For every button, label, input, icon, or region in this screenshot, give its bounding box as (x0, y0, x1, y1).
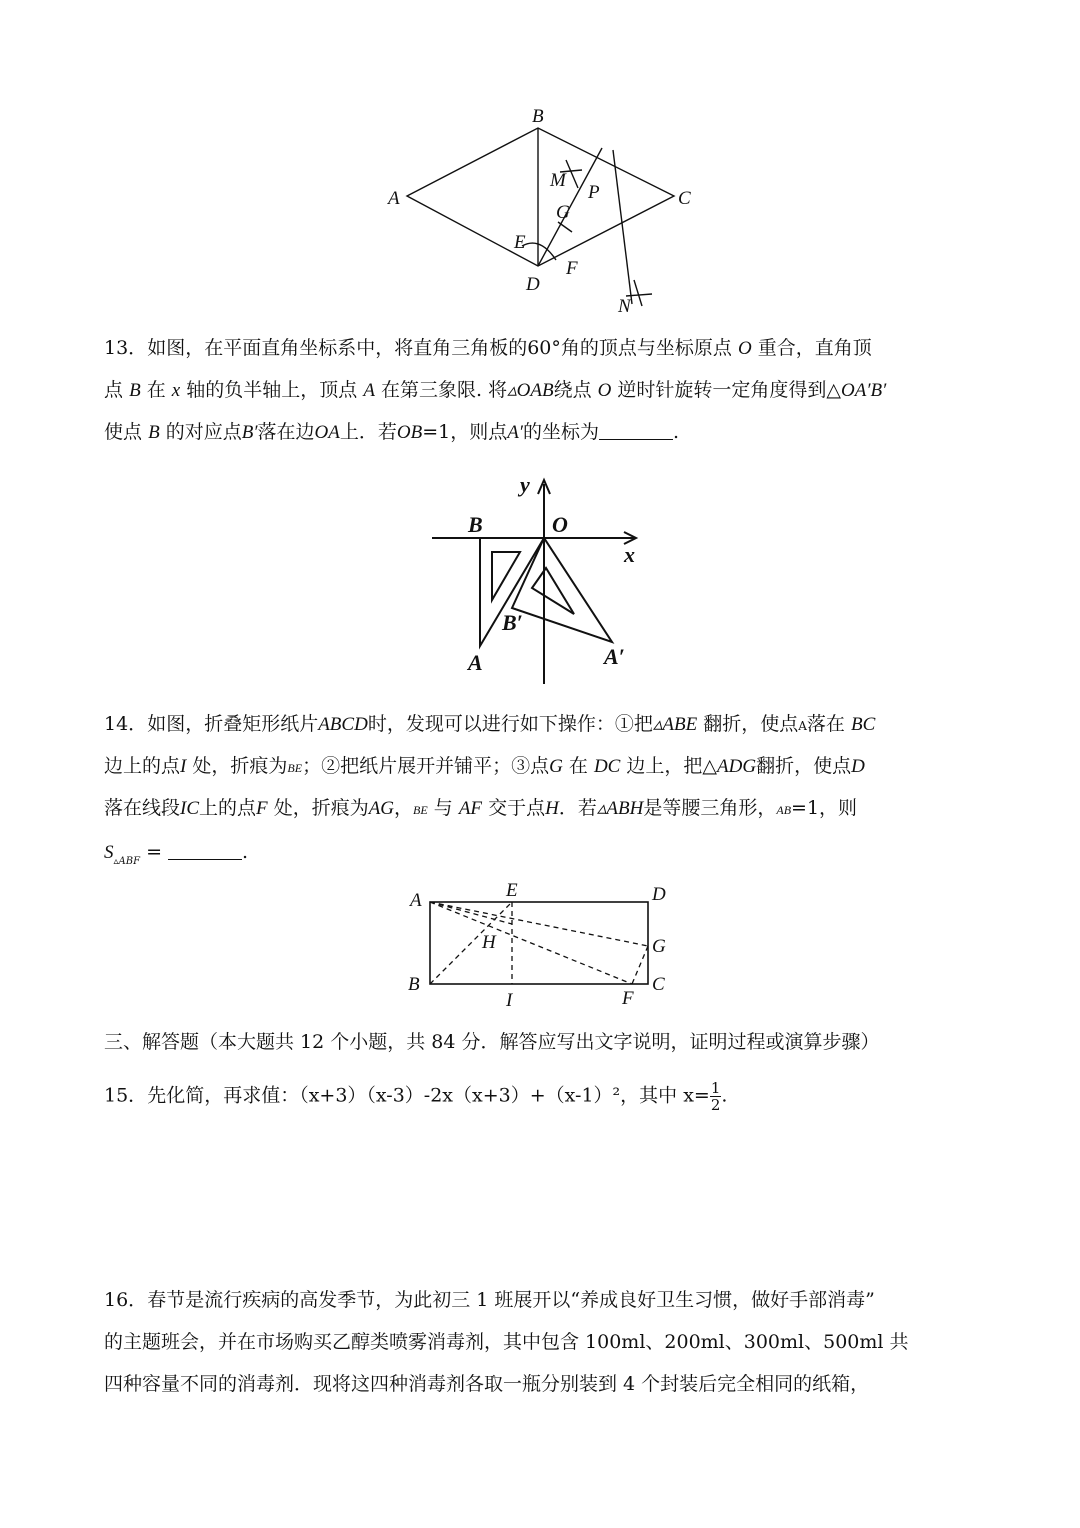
label-b-prime: B′ (502, 610, 523, 635)
q13-symbol: B (129, 380, 141, 401)
q13-symbol: OA′B′ (841, 380, 887, 401)
label-b: B (408, 974, 420, 995)
triangle-oab-inner (492, 552, 520, 600)
q13-symbol: A′ (507, 422, 523, 443)
axes-svg (428, 470, 668, 690)
label-a: A (468, 650, 483, 675)
q14-area-symbol: S (104, 842, 114, 863)
label-c: C (652, 974, 665, 995)
q14-symbol: ABCD (318, 714, 368, 735)
q16-line-3 (104, 1370, 984, 1398)
q14-symbol: F (256, 798, 268, 819)
q15-fraction-numerator: 1 (710, 1079, 721, 1097)
q13-text: 的坐标为 (522, 421, 599, 443)
section-3-heading (104, 1028, 984, 1056)
q15-number: 15． (104, 1084, 148, 1107)
label-e: E (506, 880, 518, 901)
q13-text: 使点 (104, 421, 143, 443)
q14-text: 上的点 (199, 797, 257, 819)
q14-text: 边上，把△ (626, 755, 718, 777)
q16-line-2 (104, 1328, 984, 1356)
q14-text: 在 (568, 755, 588, 777)
q14-area-subscript: ▵ABF (113, 856, 141, 867)
q14-text: 时，发现可以进行如下操作：①把 (367, 713, 653, 735)
bisector-line-dg (538, 148, 602, 266)
q16-number: 16． (104, 1289, 148, 1311)
q14-text: 如图，折叠矩形纸片 (147, 713, 319, 735)
q13-symbol: OB (396, 422, 423, 443)
section-3-text: 三、解答题（本大题共 12 个小题，共 84 分．解答应写出文字说明，证明过程或演算步骤） (104, 1031, 880, 1053)
q14-number: 14． (104, 713, 148, 735)
q14-symbol: ▵ABE (652, 714, 698, 735)
q14-line-4 (104, 838, 984, 876)
label-a: A (388, 188, 400, 209)
q14-text: 交于点 (488, 797, 546, 819)
q14-period: . (242, 841, 249, 863)
triangle-oapbp (512, 538, 612, 642)
q13-answer-blank[interactable] (599, 419, 673, 440)
q14-text: 翻折，使点 (756, 755, 852, 777)
q14-symbol: AG (368, 798, 395, 819)
label-f: F (566, 258, 578, 279)
q13-text: 点 (104, 379, 124, 401)
q14-text: ， (394, 797, 414, 819)
label-d: D (652, 884, 666, 905)
q14-text: 落在线段 (104, 797, 181, 819)
q14-symbol: I (180, 756, 187, 777)
crease-be (430, 902, 512, 984)
q13-line-1 (104, 334, 984, 363)
q13-text: 在第三象限. 将 (380, 379, 508, 401)
q14-symbol: H (545, 798, 559, 819)
q14-symbol: BE (413, 803, 428, 817)
q14-symbol: AF (458, 798, 483, 819)
line-ai (430, 902, 512, 924)
rhombus-svg (380, 100, 700, 320)
q14-line-1 (104, 710, 984, 740)
arc-ef (522, 243, 556, 260)
q14-symbol: D (851, 756, 865, 777)
label-a-prime: A′ (604, 644, 625, 669)
q13-symbol: ▵OAB (507, 380, 554, 401)
q14-symbol: DC (593, 756, 621, 777)
q14-text: ．若 (558, 797, 597, 819)
label-i: I (506, 990, 513, 1011)
label-p: P (588, 182, 600, 203)
q13-number: 13． (104, 337, 148, 359)
q13-text: 角的顶点与坐标原点 (560, 337, 732, 359)
q14-symbol: BE (287, 761, 303, 775)
q16-text: 的主题班会，并在市场购买乙醇类喷雾消毒剂，其中包含 100ml、200ml、300ml、500ml 共 (104, 1331, 909, 1353)
rectangle-abcd (430, 902, 648, 984)
q13-text: =1，则点 (422, 421, 508, 443)
q13-symbol: x (171, 380, 181, 401)
arc-g (558, 222, 572, 232)
label-a: A (410, 890, 422, 911)
q15-fraction-denominator: 2 (710, 1096, 721, 1114)
arc-m-1 (566, 160, 578, 188)
label-f: F (622, 988, 634, 1009)
q13-symbol: OA (314, 422, 340, 443)
label-o: O (552, 512, 568, 537)
label-b: B (468, 512, 483, 537)
q14-text: 处，折痕为 (192, 755, 288, 777)
q14-symbol: BC (850, 714, 876, 735)
label-x: x (624, 542, 635, 567)
q14-symbol: ▵ABH (596, 798, 644, 819)
q14-text: 是等腰三角形， (643, 797, 777, 819)
q13-text: 的对应点 (165, 421, 242, 443)
q14-symbol: IC (180, 798, 200, 819)
q13-text: 如图，在平面直角坐标系中，将直角三角板的 (147, 337, 528, 359)
q13-text: 重合，直角顶 (757, 337, 872, 359)
q13-text: 逆时针旋转一定角度得到△ (617, 379, 842, 401)
q14-line-3 (104, 794, 984, 824)
label-h: H (482, 932, 496, 953)
q14-symbol: G (549, 756, 563, 777)
q16-text: 春节是流行疾病的高发季节，为此初三 1 班展开以“养成良好卫生习惯，做好手部消毒” (147, 1289, 875, 1311)
q14-line-2 (104, 752, 984, 782)
label-m: M (550, 170, 566, 191)
figure-rhombus (380, 100, 700, 320)
figure-axes (428, 470, 668, 690)
label-g: G (652, 936, 666, 957)
line-af (430, 902, 632, 984)
q16-text: 四种容量不同的消毒剂．现将这四种消毒剂各取一瓶分别装到 4 个封装后完全相同的纸箱， (104, 1373, 870, 1395)
q14-text: 边上的点 (104, 755, 181, 777)
q16-line-1 (104, 1286, 984, 1314)
q14-text: 处，折痕为 (273, 797, 369, 819)
q13-line-3 (104, 418, 984, 447)
q15-text: 先化简，再求值：（x+3）（x-3）-2x（x+3）+（x-1）²，其中 x= (147, 1084, 710, 1107)
q14-symbol: AB (776, 803, 792, 817)
line-gf (632, 946, 648, 984)
q14-text: 落在 (806, 713, 845, 735)
rectangle-svg (400, 878, 690, 1013)
label-n: N (618, 296, 631, 317)
q15-line (104, 1080, 984, 1113)
label-c: C (678, 188, 691, 209)
q14-text: ；②把纸片展开并铺平；③点 (302, 755, 550, 777)
q14-text: 与 (433, 797, 453, 819)
q13-symbol: O (737, 338, 752, 359)
arc-n-1 (634, 280, 642, 306)
label-e: E (514, 232, 526, 253)
q13-line-2 (104, 376, 984, 405)
q14-symbol: ADG (717, 756, 757, 777)
q13-text: 在 (146, 379, 166, 401)
q13-text: 轴的负半轴上，顶点 (186, 379, 358, 401)
q13-text: 上．若 (339, 421, 397, 443)
q13-symbol: A (363, 380, 375, 401)
q13-text: 绕点 (553, 379, 592, 401)
label-y: y (520, 472, 530, 497)
label-g: G (556, 202, 570, 223)
q14-equals: = (146, 841, 162, 863)
q14-text: 翻折，使点 (703, 713, 799, 735)
q13-symbol: O (597, 380, 612, 401)
q13-angle: 60° (527, 337, 561, 359)
q14-text: =1，则 (791, 797, 858, 819)
crease-ag (430, 902, 648, 946)
q14-symbol: A (798, 719, 807, 733)
q14-answer-blank[interactable] (168, 839, 242, 860)
label-b: B (532, 106, 544, 127)
q13-period: . (672, 421, 680, 443)
q13-text: 落在边 (257, 421, 315, 443)
q15-fraction (710, 1080, 722, 1113)
figure-rectangle (400, 878, 690, 1013)
q13-symbol: B′ (241, 422, 258, 443)
q13-symbol: B (148, 422, 160, 443)
label-d: D (526, 274, 540, 295)
q15-period: . (721, 1084, 728, 1107)
